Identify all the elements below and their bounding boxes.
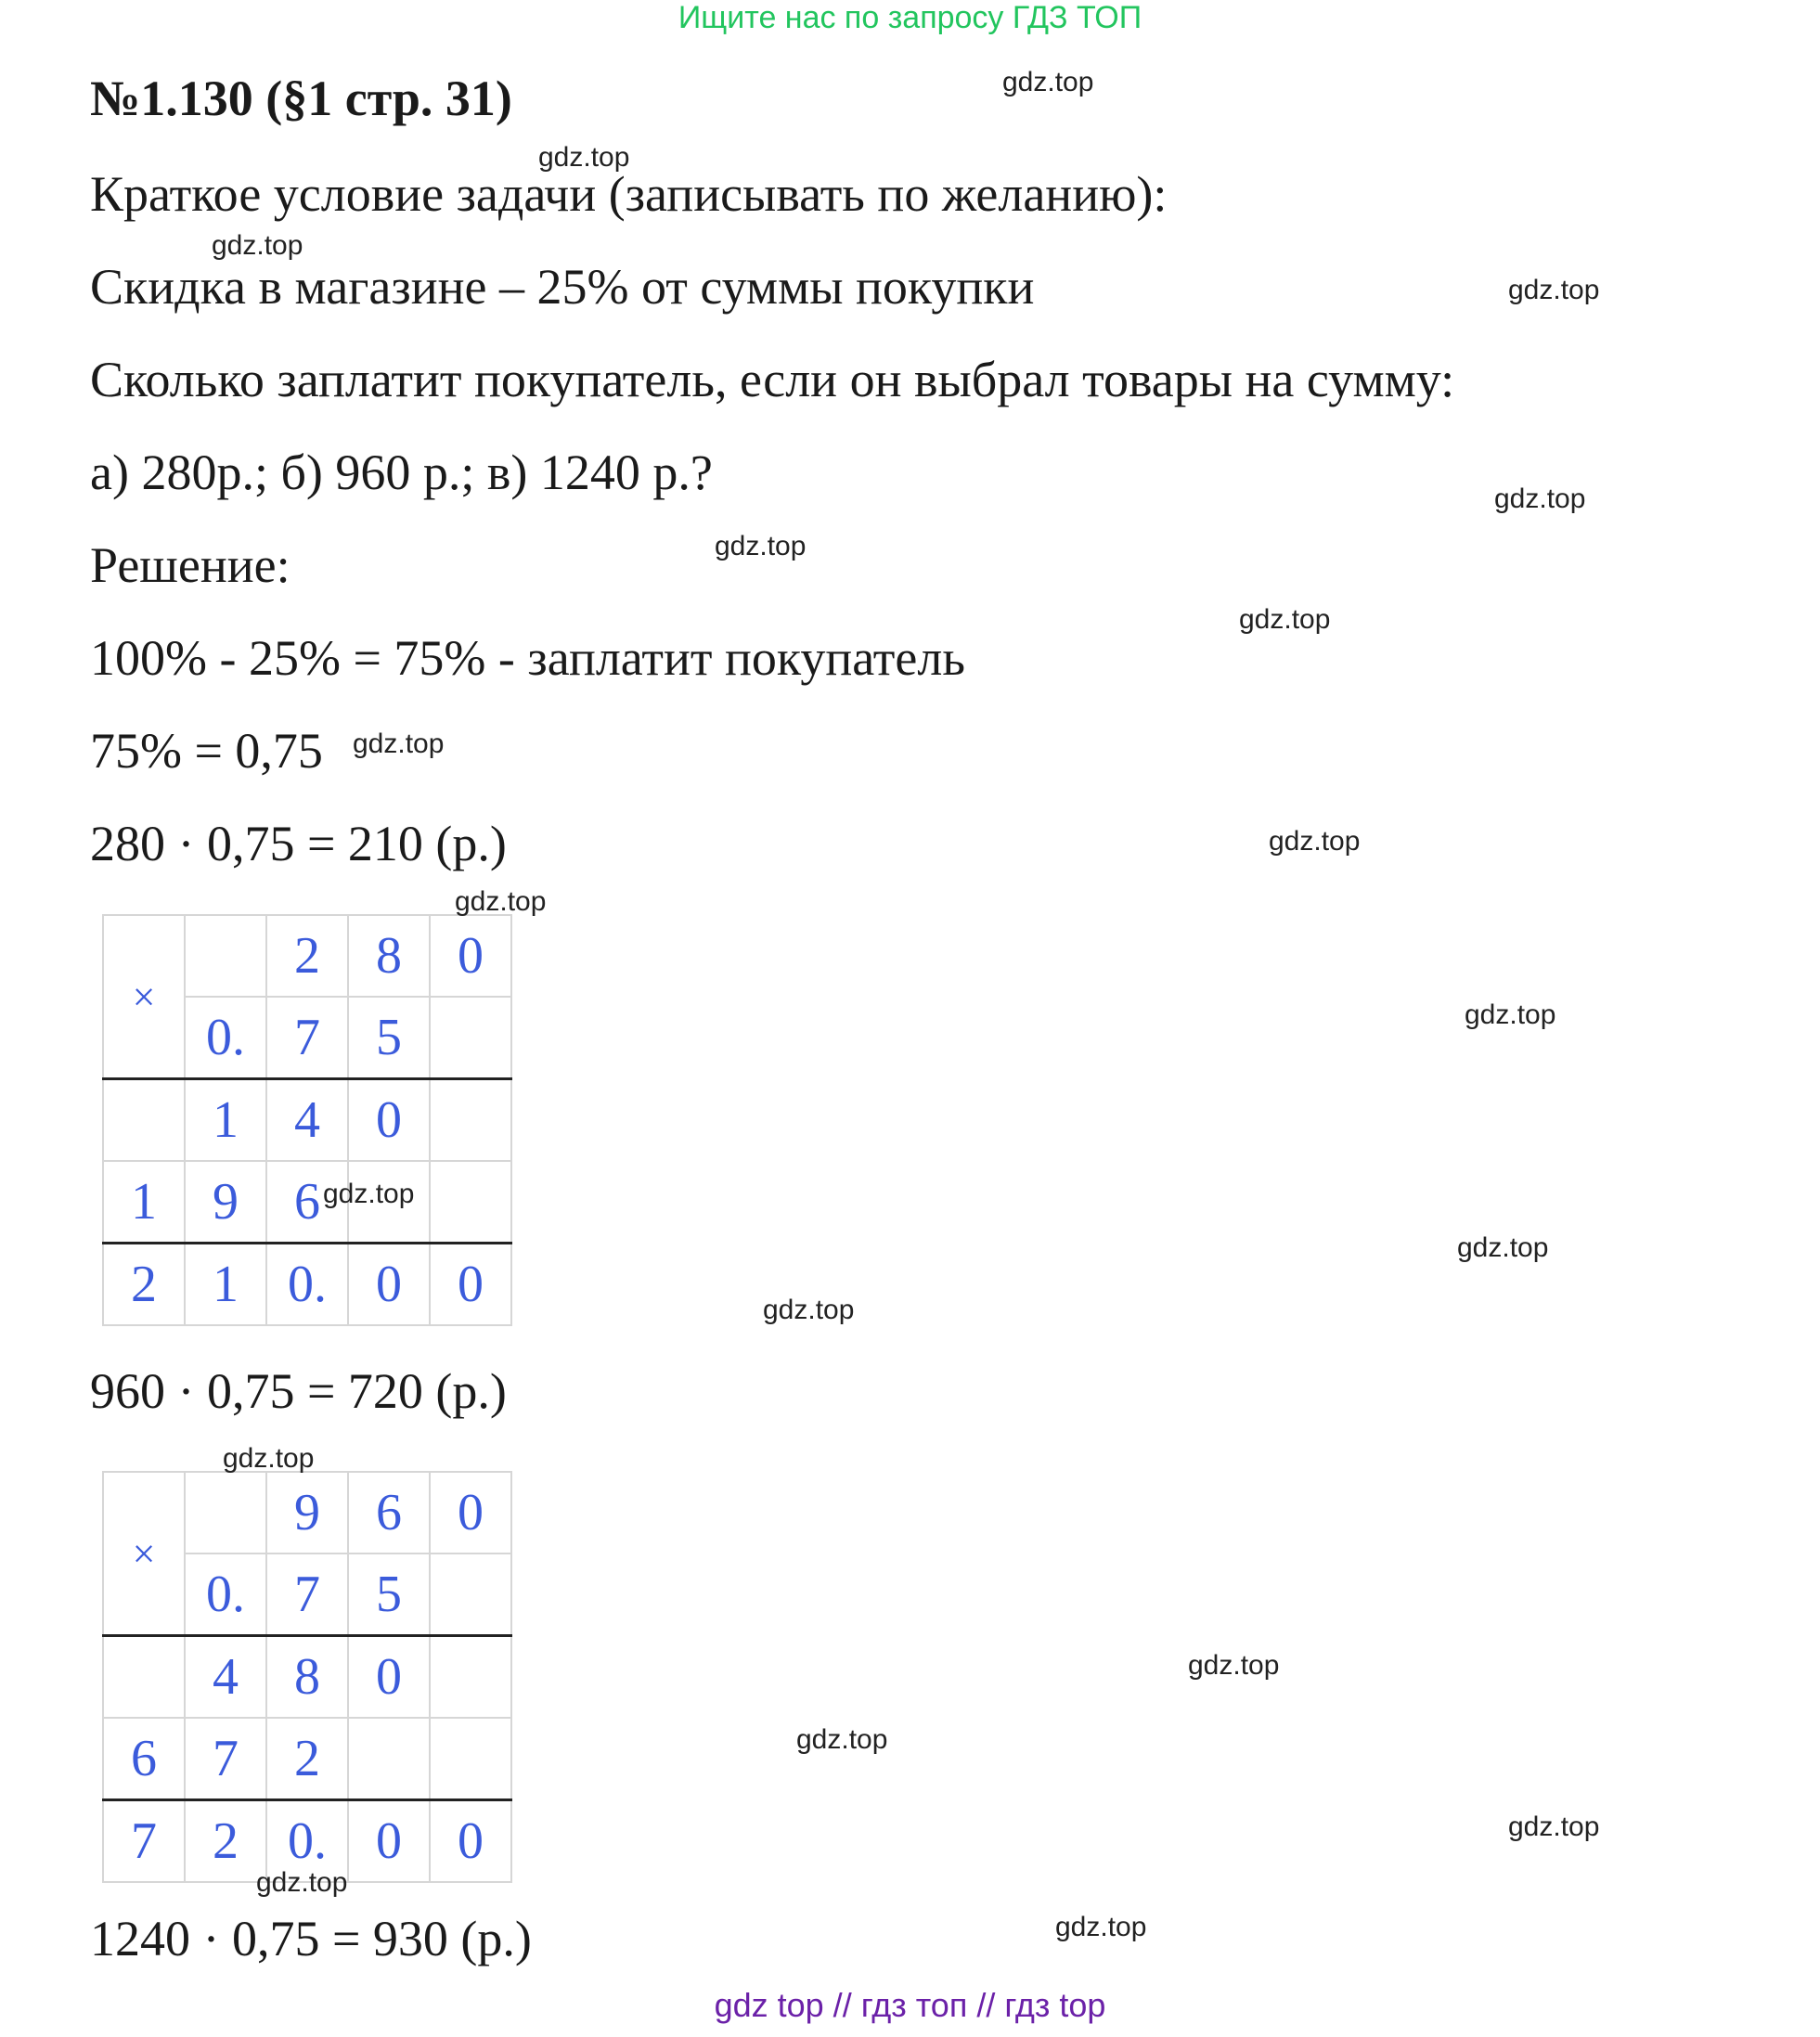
multiplication-table-a	[102, 914, 512, 1326]
calc-b-line: 960 · 0,75 = 720 (р.)	[90, 1363, 507, 1419]
table-cell	[103, 1079, 185, 1162]
table-cell	[430, 1079, 511, 1162]
multiplication-table-b	[102, 1471, 512, 1883]
calc-c-line: 1240 · 0,75 = 930 (р.)	[90, 1911, 532, 1966]
solution-label: Решение:	[90, 537, 290, 593]
table-cell: 0	[430, 1800, 511, 1883]
table-cell	[348, 1718, 430, 1800]
watermark: gdz.top	[223, 1443, 315, 1474]
table-cell: 0.	[266, 1244, 348, 1326]
table-cell: 0.	[266, 1800, 348, 1883]
table-cell: 7	[266, 1554, 348, 1636]
table-cell: 0	[348, 1079, 430, 1162]
watermark: gdz.top	[455, 886, 547, 917]
multiply-sign: ×	[103, 915, 185, 1079]
table-cell: 0	[348, 1636, 430, 1719]
table-row	[103, 1636, 511, 1719]
table-cell: 9	[185, 1161, 266, 1244]
table-row	[103, 1718, 511, 1800]
table-cell: 2	[266, 915, 348, 997]
watermark: gdz.top	[538, 142, 630, 173]
watermark: gdz.top	[353, 728, 445, 759]
watermark: gdz.top	[1239, 604, 1331, 635]
table-cell	[430, 1718, 511, 1800]
watermark: gdz.top	[1269, 826, 1361, 857]
table-cell: 6	[348, 1472, 430, 1554]
watermark: gdz.top	[796, 1724, 888, 1755]
table-row	[103, 1079, 511, 1162]
table-cell: 0	[348, 1800, 430, 1883]
table-cell: 1	[103, 1161, 185, 1244]
table-cell: 2	[185, 1800, 266, 1883]
table-cell	[430, 997, 511, 1079]
watermark: gdz.top	[212, 230, 303, 261]
table-cell: 0.	[185, 997, 266, 1079]
watermark: gdz.top	[1494, 483, 1586, 514]
watermark: gdz.top	[1508, 1811, 1600, 1842]
watermark: gdz.top	[1055, 1912, 1147, 1942]
step2-line: 75% = 0,75	[90, 723, 323, 779]
table-row	[103, 915, 511, 997]
table-cell: 5	[348, 997, 430, 1079]
calc-a-line: 280 · 0,75 = 210 (р.)	[90, 816, 507, 871]
table-cell: 1	[185, 1244, 266, 1326]
table-row	[103, 1244, 511, 1326]
table-cell	[430, 1636, 511, 1719]
step1-line: 100% - 25% = 75% - заплатит покупатель	[90, 630, 965, 686]
table-cell: 5	[348, 1554, 430, 1636]
table-cell: 0	[430, 915, 511, 997]
table-cell: 0	[430, 1244, 511, 1326]
table-cell: 0.	[185, 1554, 266, 1636]
watermark: gdz.top	[1457, 1232, 1549, 1263]
watermark: gdz.top	[323, 1179, 415, 1209]
table-cell: 2	[103, 1244, 185, 1326]
watermark: gdz.top	[256, 1867, 348, 1898]
table-cell	[185, 1472, 266, 1554]
table-cell	[430, 1161, 511, 1244]
table-cell	[430, 1554, 511, 1636]
table-cell: 4	[185, 1636, 266, 1719]
watermark: gdz.top	[1508, 275, 1600, 305]
watermark: gdz.top	[1465, 999, 1556, 1030]
table-cell: 8	[266, 1636, 348, 1719]
discount-line: Скидка в магазине – 25% от суммы покупки	[90, 259, 1035, 315]
table-cell: 7	[185, 1718, 266, 1800]
question-line: Сколько заплатит покупатель, если он выбрал товары на сумму:	[90, 352, 1455, 407]
table-row	[103, 1161, 511, 1244]
table-cell: 4	[266, 1079, 348, 1162]
table-cell: 0	[348, 1244, 430, 1326]
table-cell: 6	[103, 1718, 185, 1800]
watermark: gdz.top	[1188, 1650, 1280, 1681]
footer-links: gdz top // гдз топ // гдз top	[714, 1986, 1106, 2024]
table-cell: 6	[266, 1161, 348, 1244]
table-cell: 0	[430, 1472, 511, 1554]
table-row	[103, 1472, 511, 1554]
table-cell	[185, 915, 266, 997]
watermark: gdz.top	[715, 531, 807, 561]
table-cell: 7	[103, 1800, 185, 1883]
watermark: gdz.top	[763, 1295, 855, 1325]
page-title: №1.130 (§1 стр. 31)	[90, 71, 512, 126]
condition-header: Краткое условие задачи (записывать по желанию):	[90, 166, 1168, 222]
table-cell: 7	[266, 997, 348, 1079]
table-cell: 2	[266, 1718, 348, 1800]
top-banner: Ищите нас по запросу ГДЗ ТОП	[678, 0, 1142, 35]
watermark: gdz.top	[1002, 67, 1094, 97]
table-cell: 8	[348, 915, 430, 997]
table-cell: 1	[185, 1079, 266, 1162]
multiply-sign: ×	[103, 1472, 185, 1636]
table-cell: 9	[266, 1472, 348, 1554]
table-cell	[103, 1636, 185, 1719]
options-line: а) 280р.; б) 960 р.; в) 1240 р.?	[90, 445, 713, 500]
